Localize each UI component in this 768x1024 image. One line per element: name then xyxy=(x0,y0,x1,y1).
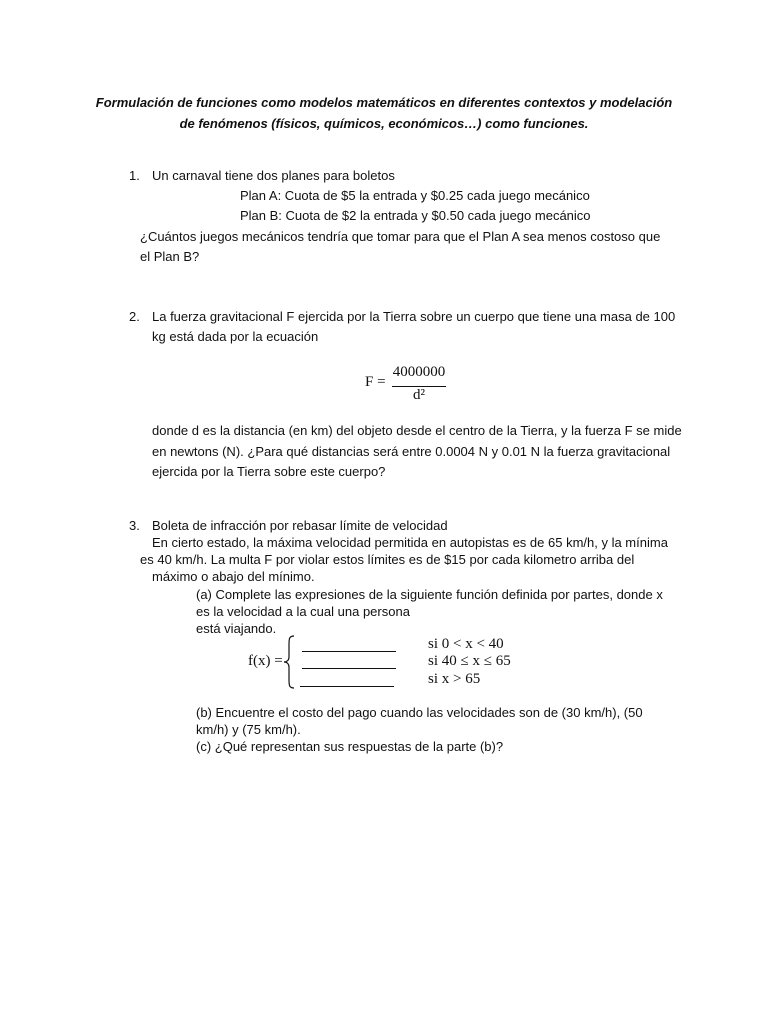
q3-text-line1: En cierto estado, la máxima velocidad permitida en autopistas es de 65 km/h, y la mínima xyxy=(152,535,668,550)
q3-part-a-line1: (a) Complete las expresiones de la siguiente función definida por partes, donde x xyxy=(196,587,663,602)
answer-blank-2[interactable] xyxy=(302,668,396,669)
q1-number: 1. xyxy=(129,168,140,183)
q2-line2: kg está dada por la ecuación xyxy=(152,329,319,344)
q3-heading: Boleta de infracción por rebasar límite de velocidad xyxy=(152,518,448,533)
q2-line1: La fuerza gravitacional F ejercida por la Tierra sobre un cuerpo que tiene una masa de 100 xyxy=(152,309,676,324)
q3-number: 3. xyxy=(129,518,140,533)
q3-part-b-line2: km/h) y (75 km/h). xyxy=(196,722,301,737)
condition-2: si 40 ≤ x ≤ 65 xyxy=(428,653,511,669)
q3-part-b-line1: (b) Encuentre el costo del pago cuando las velocidades son de (30 km/h), (50 xyxy=(196,705,643,720)
formula-lhs: F = xyxy=(365,374,386,390)
q1-question-line1: ¿Cuántos juegos mecánicos tendría que tomar para que el Plan A sea menos costoso que xyxy=(140,229,661,244)
q1-plan-b: Plan B: Cuota de $2 la entrada y $0.50 cada juego mecánico xyxy=(240,208,591,223)
q2-number: 2. xyxy=(129,309,140,324)
condition-1: si 0 < x < 40 xyxy=(428,636,504,652)
q3-text-line2: es 40 km/h. La multa F por violar estos límites es de $15 por cada kilometro arriba del xyxy=(140,552,635,567)
q2-text-line2: en newtons (N). ¿Para qué distancias será entre 0.0004 N y 0.01 N la fuerza gravitacional xyxy=(152,444,671,459)
formula-denominator: d² xyxy=(413,387,425,403)
q2-text-line1: donde d es la distancia (en km) del objeto desde el centro de la Tierra, y la fuerza F se mide xyxy=(152,423,682,438)
formula-numerator: 4000000 xyxy=(392,364,446,380)
answer-blank-3[interactable] xyxy=(300,686,394,687)
q3-text-line3: máximo o abajo del mínimo. xyxy=(152,569,315,584)
q2-text-line3: ejercida por la Tierra sobre este cuerpo? xyxy=(152,464,386,479)
q1-question-line2: el Plan B? xyxy=(140,249,200,264)
condition-3: si x > 65 xyxy=(428,671,481,687)
left-brace-icon xyxy=(283,635,297,689)
answer-blank-1[interactable] xyxy=(302,651,396,652)
q1-intro: Un carnaval tiene dos planes para boletos xyxy=(152,168,395,183)
piecewise-lhs: f(x) = xyxy=(248,653,283,669)
q3-part-a-line2: es la velocidad a la cual una persona xyxy=(196,604,410,619)
document-title: Formulación de funciones como modelos matemáticos en diferentes contextos y modelación de fenómenos (físicos, químicos, económicos…) como funciones. xyxy=(95,95,673,131)
q1-plan-a: Plan A: Cuota de $5 la entrada y $0.25 cada juego mecánico xyxy=(240,188,590,203)
q3-part-c: (c) ¿Qué representan sus respuestas de la parte (b)? xyxy=(196,739,504,754)
q3-part-a-line3: está viajando. xyxy=(196,621,277,636)
